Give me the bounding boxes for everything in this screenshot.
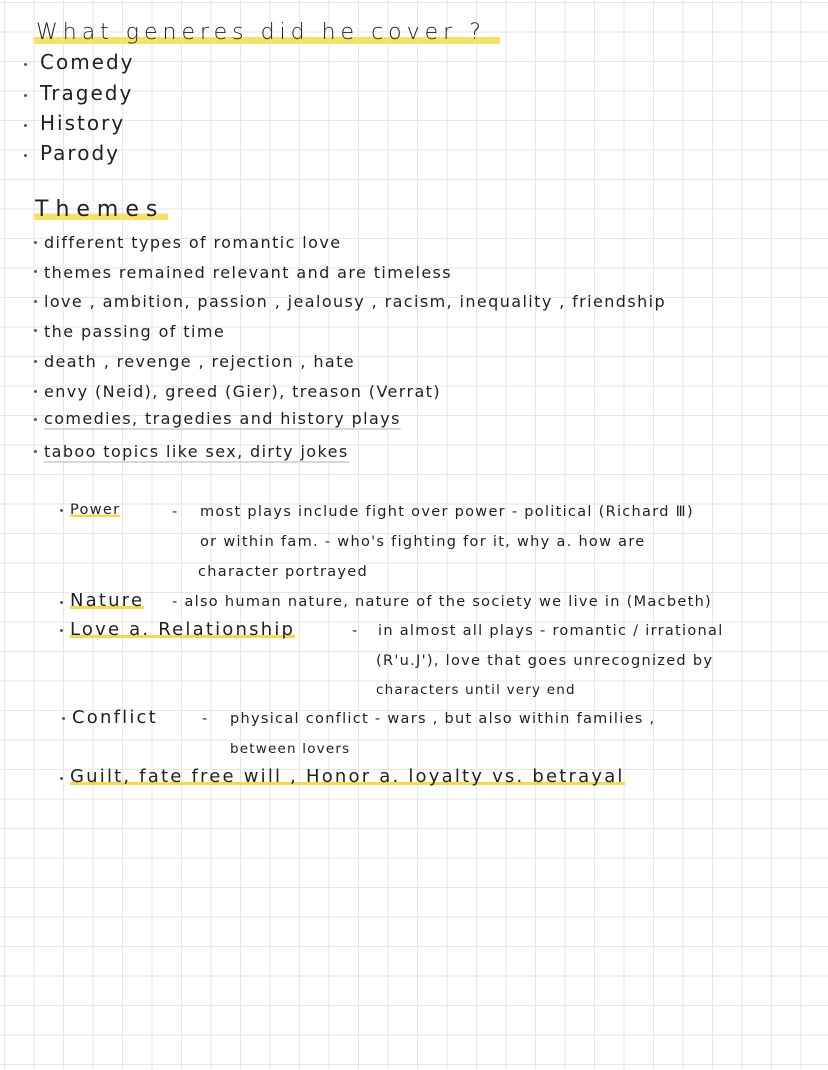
love-dash: - <box>352 623 359 639</box>
love-text-line: characters until very end <box>376 682 576 698</box>
bullet-icon <box>24 154 27 157</box>
bullet-icon <box>60 777 63 780</box>
power-text-line: or within fam. - who's fighting for it, why a. how are <box>200 534 646 550</box>
theme-item: the passing of time <box>44 322 226 341</box>
genre-item: Parody <box>40 141 120 165</box>
bullet-icon <box>34 241 37 244</box>
conflict-text-line: physical conflict - wars , but also within families , <box>230 711 656 727</box>
bullet-icon <box>34 418 37 421</box>
theme-item: comedies, tragedies and history plays <box>44 409 401 428</box>
theme-item: different types of romantic love <box>44 233 342 252</box>
genre-item: Comedy <box>40 50 135 74</box>
theme-item: love , ambition, passion , jealousy , racism, inequality , friendship <box>44 292 667 311</box>
love-text-line: in almost all plays - romantic / irrational <box>378 623 724 639</box>
power-text-line: most plays include fight over power - political (Richard Ⅲ) <box>200 504 694 520</box>
bullet-icon <box>24 94 27 97</box>
nature-text: - also human nature, nature of the society we live in (Macbeth) <box>172 594 713 610</box>
conflict-text-line: between lovers <box>230 741 351 757</box>
bullet-icon <box>60 601 63 604</box>
guilt-text: Guilt, fate free will , Honor a. loyalty vs. betrayal <box>70 766 625 787</box>
bullet-icon <box>60 509 63 512</box>
theme-item: envy (Neid), greed (Gier), treason (Verrat) <box>44 382 441 401</box>
theme-item: taboo topics like sex, dirty jokes <box>44 442 349 461</box>
genre-item: History <box>40 111 126 135</box>
power-text-line: character portrayed <box>198 564 369 580</box>
bullet-icon <box>34 390 37 393</box>
nature-label: Nature <box>70 590 145 611</box>
page-title: What generes did he cover ? <box>34 22 500 46</box>
bullet-icon <box>24 63 27 66</box>
conflict-label: Conflict <box>72 707 158 728</box>
power-label: Power <box>70 502 121 518</box>
bullet-icon <box>24 124 27 127</box>
genre-item: Tragedy <box>40 81 134 105</box>
themes-heading: Themes <box>34 199 168 222</box>
conflict-dash: - <box>202 711 209 727</box>
bullet-icon <box>60 629 63 632</box>
bullet-icon <box>34 270 37 273</box>
power-dash: - <box>172 504 179 520</box>
bullet-icon <box>34 360 37 363</box>
theme-item: death , revenge , rejection , hate <box>44 352 355 371</box>
theme-item: themes remained relevant and are timeless <box>44 263 453 282</box>
love-text-line: (R'u.J'), love that goes unrecognized by <box>376 653 714 669</box>
bullet-icon <box>34 329 37 332</box>
bullet-icon <box>34 300 37 303</box>
bullet-icon <box>34 450 37 453</box>
bullet-icon <box>62 717 65 720</box>
love-label: Love a. Relationship <box>70 619 296 640</box>
